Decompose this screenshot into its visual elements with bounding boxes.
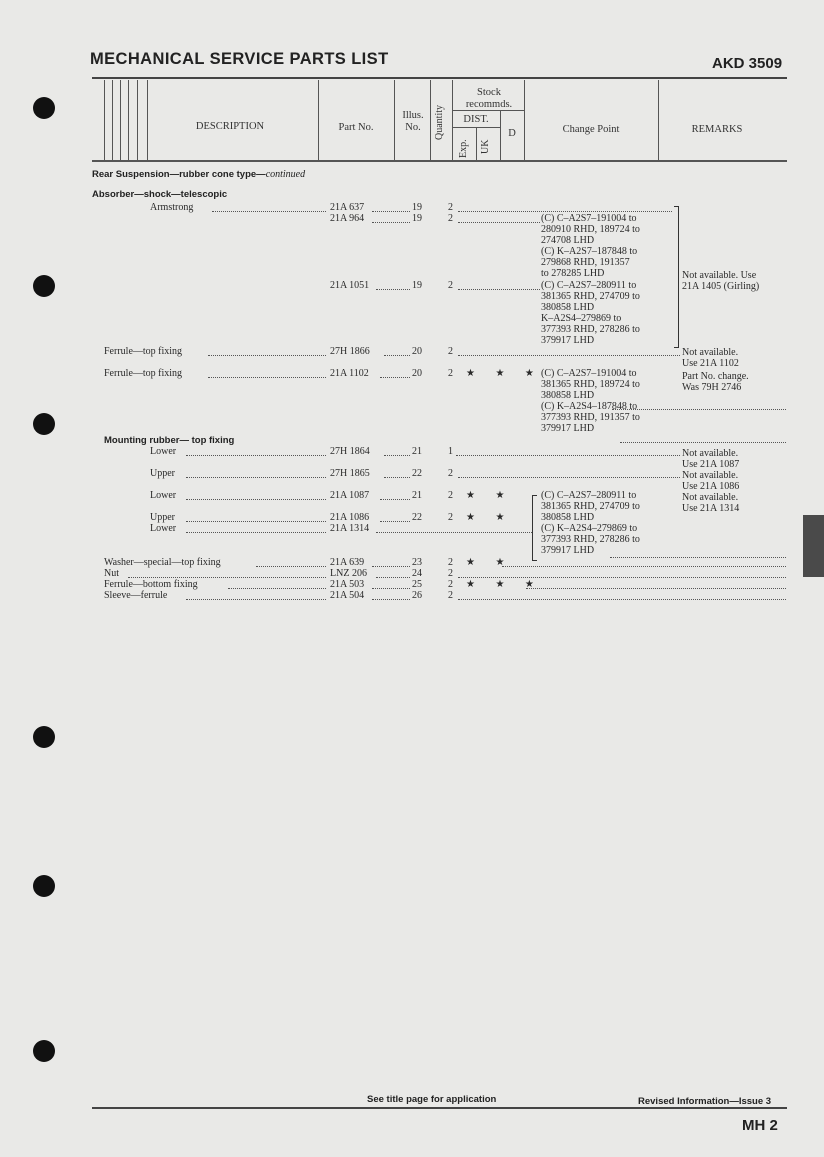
bracket: [674, 206, 679, 348]
row-qty: 1: [448, 446, 453, 457]
binder-hole: [33, 726, 55, 748]
row-qty: 2: [448, 579, 453, 590]
row-illus: 26: [412, 590, 422, 601]
binder-hole: [33, 875, 55, 897]
row-part-no: 21A 964: [330, 213, 365, 224]
row-qty: 2: [448, 213, 453, 224]
row-qty: 2: [448, 346, 453, 357]
binder-hole: [33, 413, 55, 435]
row-qty: 2: [448, 202, 453, 213]
col-stock: Stock recommds.: [465, 87, 513, 110]
col-quantity: Quantity: [434, 105, 445, 140]
row-part-no: 21A 639: [330, 557, 365, 568]
row-illus: 21: [412, 446, 422, 457]
document-number: AKD 3509: [712, 55, 783, 72]
table-row: [0, 202, 824, 213]
row-description: Lower: [150, 523, 177, 534]
col-change-point: Change Point: [562, 124, 620, 135]
binder-hole: [33, 97, 55, 119]
row-part-no: 21A 504: [330, 590, 365, 601]
page-title: MECHANICAL SERVICE PARTS LIST: [90, 50, 389, 68]
row-stock-stars: ★ ★: [466, 557, 514, 568]
change-point: (C) C–A2S7–280911 to 381365 RHD, 274709 to 380858 LHD K–A2S4–279869 to 377393 RHD, 278286 to 379917 LHD: [541, 280, 640, 346]
row-description: Upper: [150, 512, 175, 523]
row-part-no: 21A 1102: [330, 368, 369, 379]
col-part-no: Part No.: [338, 122, 374, 133]
remark: Not available. Use 21A 1405 (Girling): [682, 270, 760, 292]
row-part-no: 21A 1086: [330, 512, 370, 523]
row-part-no: 27H 1864: [330, 446, 370, 457]
row-stock-stars: ★ ★: [466, 512, 514, 523]
row-illus: 19: [412, 202, 422, 213]
row-description: Washer—special—top fixing: [104, 557, 221, 568]
row-part-no: LNZ 206: [330, 568, 367, 579]
row-description: Ferrule—bottom fixing: [104, 579, 198, 590]
row-stock-stars: ★ ★: [466, 490, 514, 501]
row-illus: 20: [412, 346, 422, 357]
row-illus: 19: [412, 213, 422, 224]
footer-revision: Revised Information—Issue 3: [638, 1096, 772, 1107]
row-qty: 2: [448, 512, 453, 523]
row-qty: 2: [448, 468, 453, 479]
row-stock-stars: ★ ★ ★: [466, 579, 543, 590]
col-d: D: [508, 128, 516, 139]
change-point: (C) C–A2S7–191004 to 280910 RHD, 189724 to 274708 LHD (C) K–A2S7–187848 to 279868 RHD, 191357 to 278285 LHD: [541, 213, 640, 279]
row-part-no: 27H 1866: [330, 346, 370, 357]
row-part-no: 21A 503: [330, 579, 365, 590]
remark: Not available. Use 21A 1314: [682, 492, 740, 514]
row-description: Ferrule—top fixing: [104, 346, 183, 357]
row-description: Upper: [150, 468, 175, 479]
col-uk: UK: [480, 139, 491, 154]
row-illus: 22: [412, 468, 422, 479]
row-illus: 22: [412, 512, 422, 523]
col-dist: DIST.: [463, 114, 489, 125]
row-description: Ferrule—top fixing: [104, 368, 183, 379]
row-description: Armstrong: [150, 202, 194, 213]
row-part-no: 21A 1087: [330, 490, 370, 501]
row-illus: 23: [412, 557, 422, 568]
row-description: Sleeve—ferrule: [104, 590, 168, 601]
header-rule: [92, 77, 787, 79]
row-illus: 19: [412, 280, 422, 291]
footer-note: See title page for application: [367, 1094, 497, 1105]
remark: Not available. Use 21A 1087: [682, 448, 740, 470]
row-part-no: 21A 1314: [330, 523, 370, 534]
group-heading: Mounting rubber— top fixing: [104, 435, 235, 446]
row-qty: 2: [448, 568, 453, 579]
row-illus: 21: [412, 490, 422, 501]
row-description: Lower: [150, 446, 177, 457]
remark: Not available. Use 21A 1086: [682, 470, 740, 492]
col-remarks: REMARKS: [691, 124, 743, 135]
header-bottom-rule: [92, 160, 787, 162]
row-part-no: 21A 637: [330, 202, 365, 213]
remark: Part No. change. Was 79H 2746: [682, 371, 749, 393]
row-qty: 2: [448, 490, 453, 501]
binder-hole: [33, 1040, 55, 1062]
remark: Not available. Use 21A 1102: [682, 347, 739, 369]
row-description: Nut: [104, 568, 119, 579]
change-point: (C) C–A2S7–191004 to 381365 RHD, 189724 to 380858 LHD (C) K–A2S4–187848 to 377393 RHD, 191357 to 379917 LHD: [541, 368, 640, 434]
col-exp: Exp.: [458, 139, 469, 158]
row-stock-stars: ★ ★ ★: [466, 368, 543, 379]
row-qty: 2: [448, 280, 453, 291]
group-heading: Absorber—shock—telescopic: [92, 189, 228, 200]
footer-rule: [92, 1107, 787, 1109]
row-qty: 2: [448, 590, 453, 601]
col-description: DESCRIPTION: [195, 121, 265, 132]
page-number: MH 2: [742, 1117, 778, 1134]
row-illus: 25: [412, 579, 422, 590]
col-illus-no: Illus. No.: [402, 110, 424, 133]
change-point: (C) C–A2S7–280911 to 381365 RHD, 274709 to 380858 LHD (C) K–A2S4–279869 to 377393 RHD, 278286 to 379917 LHD: [541, 490, 640, 556]
row-part-no: 21A 1051: [330, 280, 370, 291]
section-heading: Rear Suspension—rubber cone type—continued: [92, 169, 306, 180]
row-qty: 2: [448, 368, 453, 379]
row-qty: 2: [448, 557, 453, 568]
bracket: [532, 495, 537, 561]
row-description: Lower: [150, 490, 177, 501]
row-part-no: 27H 1865: [330, 468, 370, 479]
row-illus: 24: [412, 568, 422, 579]
table-row: [0, 213, 824, 224]
row-illus: 20: [412, 368, 422, 379]
